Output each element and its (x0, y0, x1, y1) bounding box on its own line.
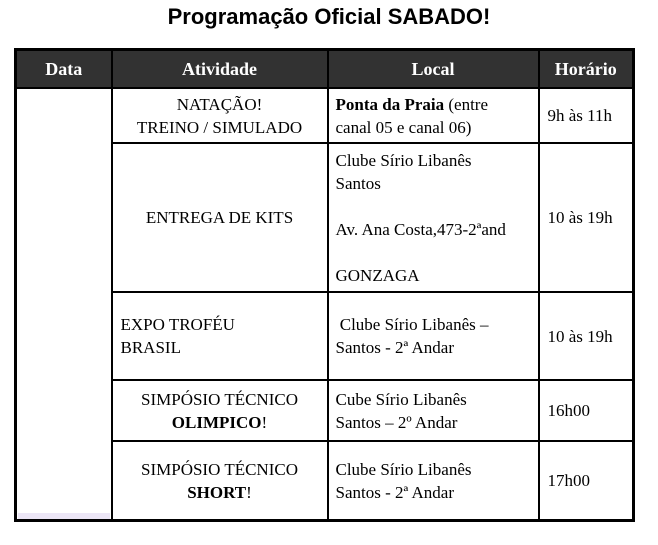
text-segment: Santos (335, 173, 381, 193)
header-horario: Horário (539, 50, 634, 89)
horario-cell: 9h às 11h (539, 88, 634, 143)
page-title: Programação Oficial SABADO! (167, 4, 491, 29)
atividade-cell (112, 380, 328, 441)
data-column-cell (16, 88, 112, 521)
text-segment: SIMPÓSIO TÉCNICO (141, 459, 298, 479)
local-cell (328, 143, 539, 292)
text-segment: GONZAGA (335, 265, 420, 285)
text-segment: NATAÇÃO! (176, 94, 263, 114)
text-segment: Santos - 2ª Andar (335, 338, 454, 357)
text-segment: ! (246, 482, 252, 502)
text-segment: Santos – 2º Andar (335, 412, 458, 432)
text-segment: Clube Sírio Libanês (335, 459, 472, 479)
text-segment: Ponta da Praia (335, 94, 445, 114)
local-cell (328, 380, 539, 441)
local-cell (328, 88, 539, 143)
atividade-cell (112, 88, 328, 143)
text-segment: EXPO TROFÉU (120, 315, 235, 334)
text-segment: BRASIL (120, 338, 181, 357)
text-segment: Clube Sírio Libanês – (335, 315, 489, 334)
text-segment: Av. Ana Costa,473-2ªand (335, 219, 506, 239)
local-cell (328, 292, 539, 380)
text-segment: SHORT (187, 482, 247, 502)
horario-cell: 16h00 (539, 380, 634, 441)
atividade-cell (112, 143, 328, 292)
text-segment: OLIMPICO (171, 412, 262, 432)
text-segment: ! (261, 412, 268, 432)
text-segment: ENTREGA DE KITS (145, 208, 294, 227)
text-segment: Clube Sírio Libanês (335, 150, 472, 170)
atividade-cell (112, 292, 328, 380)
data-cell-highlight-strip (18, 513, 110, 519)
horario-cell: 17h00 (539, 441, 634, 521)
local-cell (328, 441, 539, 521)
text-segment: canal 05 e canal 06) (335, 117, 472, 137)
horario-cell: 10 às 19h (539, 143, 634, 292)
header-data: Data (16, 50, 112, 89)
text-segment: Cube Sírio Libanês (335, 389, 467, 409)
header-local: Local (328, 50, 539, 89)
horario-cell: 10 às 19h (539, 292, 634, 380)
atividade-cell (112, 441, 328, 521)
text-segment: TREINO / SIMULADO (136, 117, 303, 137)
table-row (16, 88, 634, 143)
header-row (16, 50, 634, 89)
text-segment: Santos - 2ª Andar (335, 482, 454, 502)
schedule-table (14, 48, 635, 522)
text-segment: SIMPÓSIO TÉCNICO (141, 389, 298, 409)
header-atividade: Atividade (112, 50, 328, 89)
text-segment: (entre (444, 94, 488, 114)
